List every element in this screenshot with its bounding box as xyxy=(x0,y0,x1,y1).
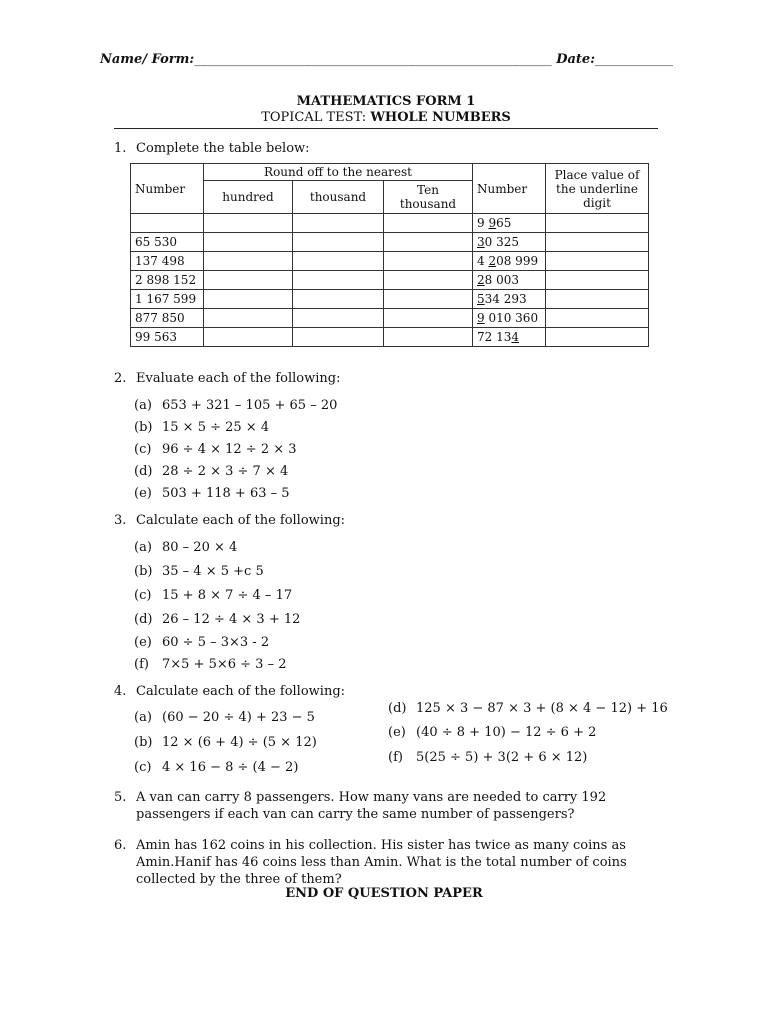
table-cell-blank[interactable] xyxy=(204,290,293,309)
question-4 xyxy=(114,684,345,699)
table-cell-blank[interactable] xyxy=(546,252,649,271)
table-cell-blank[interactable] xyxy=(293,214,384,233)
question-text: Calculate each of the following: xyxy=(136,684,346,699)
round-number: 1 167 599 xyxy=(131,290,204,309)
table-cell-blank[interactable] xyxy=(384,328,473,347)
q4-item-d: (d) 125 × 3 − 87 × 3 + (8 × 4 − 12) + 16 xyxy=(388,701,668,716)
table-cell-blank[interactable] xyxy=(546,271,649,290)
table-cell-blank[interactable] xyxy=(293,252,384,271)
question-2 xyxy=(114,371,340,386)
rounding-table xyxy=(130,163,649,347)
table-cell-blank[interactable] xyxy=(546,328,649,347)
q2-item-b: (b) 15 × 5 ÷ 25 × 4 xyxy=(134,420,270,435)
question-text: Complete the table below: xyxy=(136,141,310,156)
header-thousand: thousand xyxy=(293,181,384,214)
question-5 xyxy=(114,789,659,823)
place-number: 4 208 999 xyxy=(473,252,546,271)
name-label: Name/ Form: xyxy=(100,52,195,67)
table-cell-blank[interactable] xyxy=(204,309,293,328)
subtitle-topic: WHOLE NUMBERS xyxy=(370,110,511,125)
question-text: A van can carry 8 passengers. How many vans are needed to carry 192 passengers if each van can carry the same number of passengers? xyxy=(136,790,607,822)
table-cell-blank[interactable] xyxy=(546,233,649,252)
end-of-paper: END OF QUESTION PAPER xyxy=(285,886,483,901)
q2-item-d: (d) 28 ÷ 2 × 3 ÷ 7 × 4 xyxy=(134,464,289,479)
paper-title: MATHEMATICS FORM 1 xyxy=(296,94,476,109)
header-number: Number xyxy=(131,164,204,214)
table-cell-blank[interactable] xyxy=(384,233,473,252)
question-text: Evaluate each of the following: xyxy=(136,371,341,386)
question-number: 3. xyxy=(114,513,127,528)
q2-item-c: (c) 96 ÷ 4 × 12 ÷ 2 × 3 xyxy=(134,442,297,457)
q3-item-b: (b) 35 – 4 × 5 +c 5 xyxy=(134,564,264,579)
round-number: 65 530 xyxy=(131,233,204,252)
q3-item-f: (f) 7×5 + 5×6 ÷ 3 – 2 xyxy=(134,657,287,672)
table-cell-blank[interactable] xyxy=(546,309,649,328)
name-blank: _______________________________________________________ xyxy=(194,52,552,67)
table-cell-blank[interactable] xyxy=(384,290,473,309)
header-line xyxy=(100,52,674,67)
place-number: 9 965 xyxy=(473,214,546,233)
round-number: 137 498 xyxy=(131,252,204,271)
question-text: Calculate each of the following: xyxy=(136,513,346,528)
paper-subtitle xyxy=(114,110,658,125)
q3-item-c: (c) 15 + 8 × 7 ÷ 4 – 17 xyxy=(134,588,293,603)
table-cell-blank[interactable] xyxy=(293,328,384,347)
place-number: 30 325 xyxy=(473,233,546,252)
header-round-off: Round off to the nearest xyxy=(204,164,473,181)
q4-item-a: (a) (60 − 20 ÷ 4) + 23 − 5 xyxy=(134,710,315,725)
q3-item-e: (e) 60 ÷ 5 – 3×3 - 2 xyxy=(134,635,270,650)
q4-item-b: (b) 12 × (6 + 4) ÷ (5 × 12) xyxy=(134,735,317,750)
question-text: Amin has 162 coins in his collection. His sister has twice as many coins as Amin.Hanif has 46 coins less than Amin. What is the total number of coins collected by the three of them? xyxy=(136,838,627,887)
question-3 xyxy=(114,513,345,528)
header-number-2: Number xyxy=(473,164,546,214)
table-cell-blank[interactable] xyxy=(384,252,473,271)
q2-item-e: (e) 503 + 118 + 63 – 5 xyxy=(134,486,290,501)
place-number: 534 293 xyxy=(473,290,546,309)
question-1 xyxy=(114,141,310,156)
table-cell-blank[interactable] xyxy=(204,233,293,252)
place-number: 72 134 xyxy=(473,328,546,347)
round-number: 877 850 xyxy=(131,309,204,328)
table-cell-blank[interactable] xyxy=(546,214,649,233)
table-cell-blank[interactable] xyxy=(204,252,293,271)
question-number: 4. xyxy=(114,684,127,699)
question-number: 2. xyxy=(114,371,127,386)
q4-item-e: (e) (40 ÷ 8 + 10) − 12 ÷ 6 + 2 xyxy=(388,725,597,740)
table-cell-blank[interactable] xyxy=(293,290,384,309)
question-number: 1. xyxy=(114,141,127,156)
q3-item-a: (a) 80 – 20 × 4 xyxy=(134,540,238,555)
title-divider xyxy=(114,128,658,129)
table-cell-blank[interactable] xyxy=(384,309,473,328)
q2-item-a: (a) 653 + 321 – 105 + 65 – 20 xyxy=(134,398,338,413)
question-6 xyxy=(114,837,659,888)
table-cell-blank[interactable] xyxy=(384,271,473,290)
table-cell-blank[interactable] xyxy=(131,214,204,233)
table-cell-blank[interactable] xyxy=(293,233,384,252)
place-number: 28 003 xyxy=(473,271,546,290)
q3-item-d: (d) 26 – 12 ÷ 4 × 3 + 12 xyxy=(134,612,301,627)
table-cell-blank[interactable] xyxy=(204,271,293,290)
table-cell-blank[interactable] xyxy=(384,214,473,233)
q4-item-c: (c) 4 × 16 − 8 ÷ (4 − 2) xyxy=(134,760,299,775)
header-place-value: Place value of the underline digit xyxy=(546,164,649,214)
round-number: 99 563 xyxy=(131,328,204,347)
table-cell-blank[interactable] xyxy=(546,290,649,309)
place-number: 9 010 360 xyxy=(473,309,546,328)
table-cell-blank[interactable] xyxy=(204,328,293,347)
date-blank: ____________ xyxy=(595,52,674,67)
table-cell-blank[interactable] xyxy=(204,214,293,233)
q4-item-f: (f) 5(25 ÷ 5) + 3(2 + 6 × 12) xyxy=(388,750,588,765)
header-hundred: hundred xyxy=(204,181,293,214)
header-ten-thousand: Ten thousand xyxy=(384,181,473,214)
question-number: 5. xyxy=(114,790,127,805)
subtitle-prefix: TOPICAL TEST: xyxy=(261,110,367,125)
date-label: Date: xyxy=(556,52,596,67)
table-cell-blank[interactable] xyxy=(293,309,384,328)
round-number: 2 898 152 xyxy=(131,271,204,290)
question-number: 6. xyxy=(114,838,127,853)
table-cell-blank[interactable] xyxy=(293,271,384,290)
